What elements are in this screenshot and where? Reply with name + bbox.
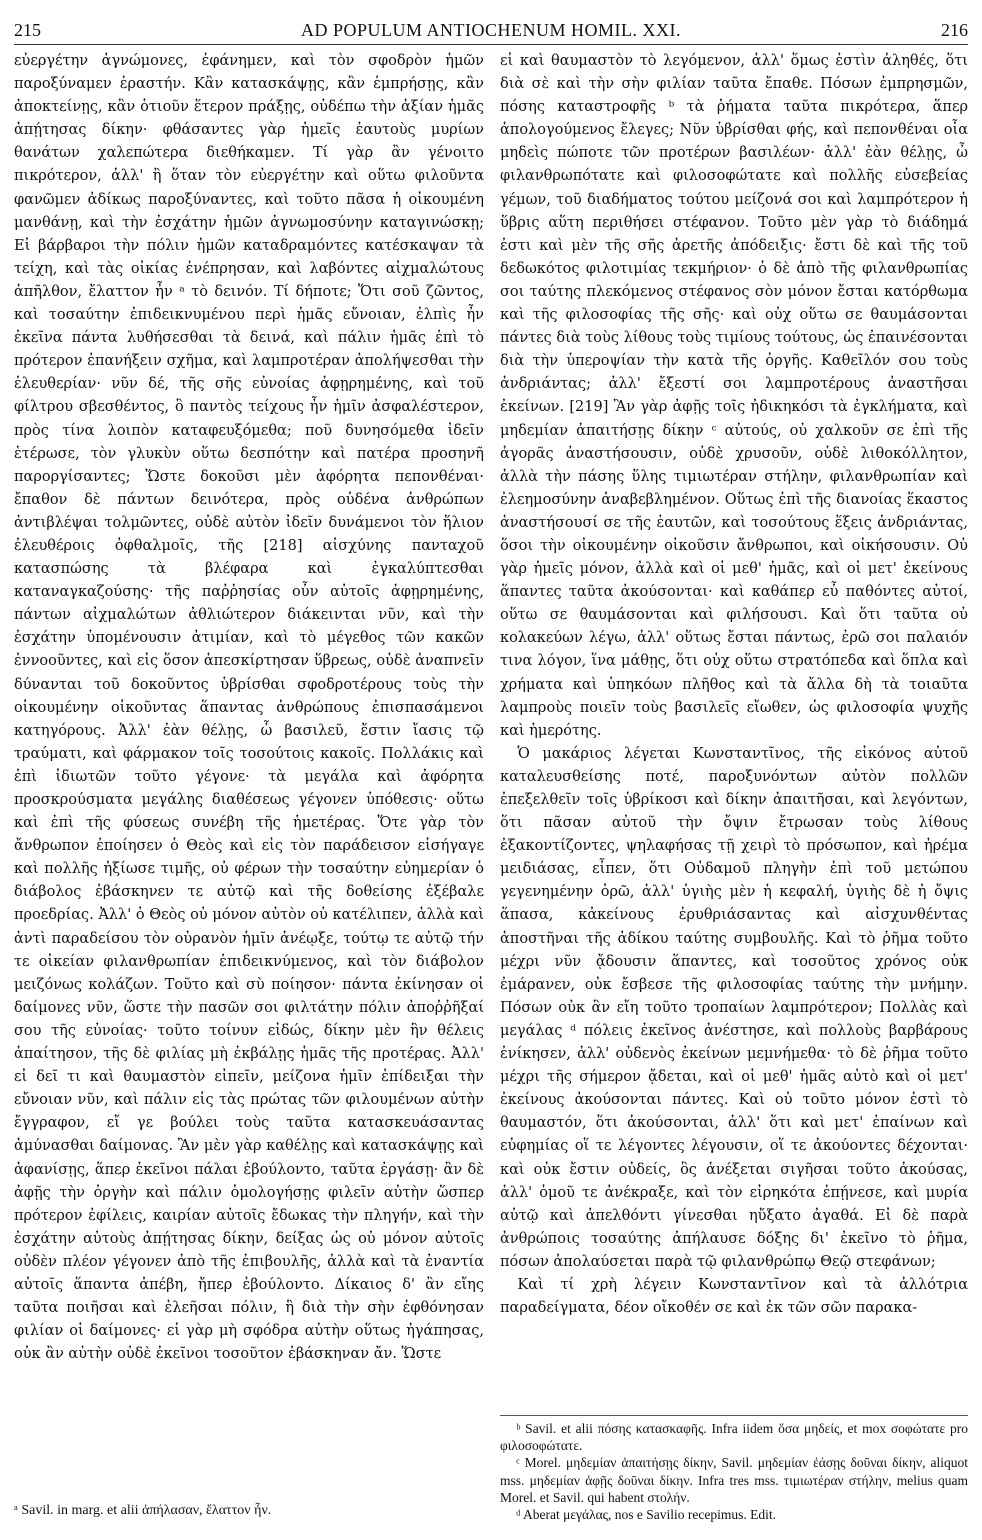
- footnote-c: ᶜ Morel. μηδεμίαν ἀπαιτήσῃς δίκην, Savil. μηδεμίαν ἐάσῃς δοῦναι δίκην, aliquot mss. μηδεμίαν ἀφῇς δοῦναι δίκην. Infra tres mss. τιμιωτέραν στήλην, melius quam Morel. et Savil. qui habent στολήν.: [500, 1455, 968, 1505]
- left-paragraph: εὐεργέτην ἀγνώμονες, ἐφάνημεν, καὶ τὸν σφοδρὸν ἡμῶν παροξύναμεν ἐραστήν. Κἂν κατασκάψῃς, κἂν ἐμπρήσῃς, κἂν ἀποκτείνῃς, κἂν ὁτιοῦν ἕτερον πράξῃς, οὐδέπω τὴν ἀξίαν ἡμᾶς ἀπῄτησας δίκην· φθάσαντες γὰρ ἡμεῖς ἑαυτοὺς μυρίων θανάτων χαλεπώτερα διεθήκαμεν. Τί γὰρ ἂν γένοιτο πικρότερον, ἀλλ' ἢ ὅταν τὸν εὐεργέτην καὶ οὕτω φιλοῦντα φανῶμεν ἀδίκως παροξύναντες, καὶ τοῦτο πᾶσα ἡ οἰκουμένη μανθάνῃ, καὶ τὴν ἐσχάτην ἡμῶν ἀγνωμοσύνην καταγινώσκῃ; Εἰ βάρβαροι τὴν πόλιν ἡμῶν καταδραμόντες κατέσκαψαν τὰ τείχη, καὶ τὰς οἰκίας ἐνέπρησαν, καὶ λαβόντες αἰχμαλώτους ἀπῆλθον, ἔλαττον ἦν ᵃ τὸ δεινόν. Τί δήποτε; Ὅτι σοῦ ζῶντος, καὶ τοσαύτην ἐπιδεικνυμένου περὶ ἡμᾶς εὔνοιαν, ἐλπὶς ἦν ἐκεῖνα πάντα λυθήσεσθαι τὰ δεινά, καὶ πάλιν ἡμᾶς ἐπὶ τὸ πρότερον ἐπανήξειν σχῆμα, καὶ λαμπροτέραν ἀπολήψεσθαι τὴν ἐλευθερίαν· νῦν δέ, τῆς σῆς εὐνοίας ἀφῃρημένης, καὶ τοῦ φίλτρου σβεσθέντος, ὃ παντὸς τείχους ἦν ἡμῖν ἀσφαλέστερον, πρὸς τίνα λοιπὸν καταφευξόμεθα; ποῦ δυνησόμεθα ἰδεῖν ἑτέρωσε, τὸν γλυκὺν οὕτω δεσπότην καὶ πατέρα προσηνῆ παροργίσαντες; Ὥστε δοκοῦσι μὲν ἀφόρητα πεπονθέναι· ἔπαθον δὲ πάντων δεινότερα, πρὸς οὐδένα ἀνθρώπων ἀντιβλέψαι τολμῶντες, οὐδὲ αὐτὸν ἰδεῖν δυνάμενοι τὸν ἥλιον ἐλευθέροις ὀφθαλμοῖς, τῆς [218] αἰσχύνης πανταχοῦ κατασπώσης τὰ βλέφαρα καὶ ἐγκαλύπτεσθαι καταναγκαζούσης· τῆς παῤῥησίας οὖν αὐτοῖς ἀφῃρημένης, πάντων αἰχμαλώτων ἀθλιώτερον διάκεινται νῦν, καὶ τὴν ἐσχάτην ὑπομένουσιν ἀτιμίαν, καὶ τὸ μέγεθος τῶν κακῶν ἐννοοῦντες, καὶ εἰς ὅσον ἀπεσκίρτησαν ὕβρεως, οὐδὲ ἀναπνεῖν δύνανται τοῦ δοκοῦντος ὑβρίσθαι σφοδροτέρους τοὺς τὴν οἰκουμένην οἰκοῦντας ἅπαντας ἀνθρώπους ἐπισπασάμενοι κατηγόρους. Ἀλλ' ἐὰν θέλῃς, ὦ βασιλεῦ, ἔστιν ἴασις τῷ τραύματι, καὶ φάρμακον τοῖς τοσούτοις κακοῖς. Πολλάκις καὶ ἐπὶ ἰδιωτῶν τοῦτο γέγονε· τὰ μεγάλα καὶ ἀφόρητα προσκρούσματα μεγάλης διαθέσεως γέγονεν ὑπόθεσις· οὕτω καὶ ἐπὶ τῆς φύσεως συνέβη τῆς ἡμετέρας. Ὅτε γὰρ τὸν ἄνθρωπον ἐποίησεν ὁ Θεὸς καὶ εἰς τὸν παράδεισον εἰσήγαγε καὶ πολλῆς ἠξίωσε τιμῆς, οὐ φέρων τὴν τοσαύτην εὐημερίαν ὁ διάβολος ἐβάσκηνεν τε αὐτῷ καὶ τῆς δοθείσης ἐξέβαλε προεδρίας. Ἀλλ' ὁ Θεὸς οὐ μόνον αὐτὸν οὐ κατέλιπεν, ἀλλὰ καὶ ἀντὶ παραδείσου τὸν οὐρανὸν ἡμῖν ἀνέῳξε, τούτῳ τε αὐτῷ τήν τε οἰκείαν φιλανθρωπίαν ἐπιδεικνύμενος, καὶ τὸν διάβολον μειζόνως κολάζων. Τοῦτο καὶ σὺ ποίησον· πάντα ἐκίνησαν οἱ δαίμονες νῦν, ὥστε τὴν πασῶν σοι φιλτάτην πόλιν ἀποῤῥῆξαί σου τῆς εὐνοίας· τοῦτο τοίνυν εἰδώς, δίκην μὲν ἣν θέλεις ἀπαίτησον, τῆς δὲ φιλίας μὴ ἐκβάλῃς ἡμᾶς τῆς προτέρας. Ἀλλ' εἰ δεῖ τι καὶ θαυμαστὸν εἰπεῖν, μείζονα ἡμῖν ἐπίδειξαι τὴν εὔνοιαν νῦν, καὶ πάλιν εἰς τὰς πρώτας τῶν φιλουμένων αὐτὴν ἔγγραφον, εἴ γε βούλει τοὺς ταῦτα κατασκευάσαντας ἀμύνασθαι δαίμονας. Ἂν μὲν γὰρ καθέλῃς καὶ κατασκάψῃς καὶ ἀφανίσῃς, ἅπερ ἐκεῖνοι πάλαι ἐβούλοντο, ταῦτα ἐργάσῃ· ἂν δὲ ἀφῇς τὴν ὀργὴν καὶ πάλιν ὁμολογήσῃς φιλεῖν αὐτὴν ὥσπερ πρότερον ἐφίλεις, καιρίαν αὐτοῖς ἔδωκας τὴν πληγήν, καὶ τὴν ἐσχάτην αὐτοὺς ἀπῄτησας δίκην, δείξας ὡς οὐ μόνον αὐτοῖς οὐδὲν πλέον γέγονεν ἀπὸ τῆς ἐπιβουλῆς, ἀλλὰ καὶ τὰ ἐναντία αὐτοῖς ἅπαντα ἀπέβη, ἤπερ ἐβούλοντο. Δίκαιος δ' ἂν εἴης ταῦτα ποιῆσαι καὶ ἐλεῆσαι πόλιν, ἣ διὰ τὴν σὴν ἐφθόνησαν φιλίαν οἱ δαίμονες· εἰ γὰρ μὴ σφόδρα αὐτὴν οὕτως ἠγάπησας, οὐκ ἂν αὐτὴν οὐδὲ ἐκεῖνοι τοσοῦτον ἐβάσκηναν ἄν. Ὥστε: [14, 53, 484, 1363]
- footnote-left: [14, 1502, 484, 1520]
- right-column: [500, 50, 968, 1320]
- right-paragraph-3: Καὶ τί χρὴ λέγειν Κωνσταντῖνον καὶ τὰ ἀλλότρια παραδείγματα, δέον οἴκοθέν σε καὶ ἐκ τῶν σῶν παρακα-: [500, 1276, 968, 1317]
- left-column: [14, 50, 484, 1366]
- right-paragraph-2: Ὁ μακάριος λέγεται Κωνσταντῖνος, τῆς εἰκόνος αὐτοῦ καταλευσθείσης ποτέ, παροξυνόντων αὐτὸν πολλῶν ἐπεξελθεῖν τοῖς ὑβρίκοσι καὶ δίκην ἀπαιτῆσαι, καὶ λεγόντων, ὅτι πᾶσαν αὐτοῦ τὴν ὄψιν ἔτρωσαν τοὺς λίθους ἐξακοντίζοντες, ψηλαφήσας τῇ χειρὶ τὸ πρόσωπον, καὶ ἠρέμα μειδιάσας, εἶπεν, ὅτι Οὐδαμοῦ πληγὴν ἐπὶ τοῦ μετώπου γεγενημένην ὁρῶ, ἀλλ' ὑγιὴς μὲν ἡ κεφαλή, ὑγιὴς δὲ ἡ ὄψις ἅπασα, κἀκείνους ἐρυθριάσαντας καὶ αἰσχυνθέντας ἀποστῆναι τῆς ἀδίκου ταύτης συμβουλῆς. Καὶ τὸ ῥῆμα τοῦτο μέχρι νῦν ᾄδουσιν ἅπαντες, καὶ τοσοῦτος χρόνος οὐκ ἐμάρανεν, οὐκ ἔσβεσε τῆς φιλοσοφίας ταύτης τὴν μνήμην. Πόσων οὐκ ἂν εἴη τοῦτο τροπαίων λαμπρότερον; Πολλὰς καὶ μεγάλας ᵈ πόλεις ἐκεῖνος ἀνέστησε, καὶ πολλοὺς βαρβάρους ἐνίκησεν, ἀλλ' οὐδενὸς ἐκείνων μεμνήμεθα· τὸ δὲ ῥῆμα τοῦτο μέχρι τῆς σήμερον ᾄδεται, καὶ οἱ μεθ' ἡμᾶς αὐτὸ καὶ οἱ μετ' ἐκείνους ἀκούσονται πάντες. Καὶ οὐ τοῦτο μόνον ἐστὶ τὸ θαυμαστόν, ὅτι ἀκούσονται, ἀλλ' ὅτι καὶ μετ' ἐπαίνων καὶ εὐφημίας οἵ τε λέγοντες λέγουσιν, οἵ τε ἀκούοντες δέχονται· καὶ οὐκ ἔστιν οὐδείς, ὃς ἀνέξεται σιγῆσαι τοῦτο ἀκούσας, ἀλλ' ὁμοῦ τε ἀνέκραξε, καὶ τὸν εἰρηκότα ἐπῄνεσε, καὶ μυρία αὐτῷ καὶ ἀπελθόντι γίνεσθαι ηὔξατο ἀγαθά. Εἰ δὲ παρὰ ἀνθρώποις τοσαύτης ἀπήλαυσε δόξης δι' ἐκεῖνο τὸ ῥῆμα, πόσων ἀπολαύσεται παρὰ τῷ φιλανθρώπῳ Θεῷ στεφάνων;: [500, 745, 968, 1270]
- right-paragraph-1: εἰ καὶ θαυμαστὸν τὸ λεγόμενον, ἀλλ' ὅμως ἐστὶν ἀληθές, ὅτι διὰ σὲ καὶ τὴν σὴν φιλίαν ταῦτα ἔπαθε. Πόσων ἐμπρησμῶν, πόσης καταστροφῆς ᵇ τὰ ῥήματα ταῦτα πικρότερα, ἅπερ ἀπολογούμενος ἔλεγες; Νῦν ὑβρίσθαι φής, καὶ πεπονθέναι οἷα μηδεὶς πώποτε τῶν προτέρων βασιλέων· ἀλλ' ἐὰν θέλῃς, ὦ φιλανθρωπότατε καὶ φιλοσοφώτατε καὶ πολλῆς εὐσεβείας γέμων, τοῦ διαδήματος τούτου μείζονά σοι καὶ λαμπρότερον ἡ ὕβρις αὕτη περιθήσει στέφανον. Τοῦτο μὲν γὰρ τὸ διάδημά ἐστι καὶ μὲν τῆς σῆς ἀρετῆς ἀπόδειξις· ἔστι δὲ καὶ τῆς τοῦ δεδωκότος φιλοτιμίας τεκμήριον· ὁ δὲ ἀπὸ τῆς φιλανθρωπίας σοι ταύτης πλεκόμενος στέφανος σὸν μόνον ἔσται κατόρθωμα καὶ τῆς φιλοσοφίας τῆς σῆς· καὶ οὐχ οὕτω σε θαυμάσονται πάντες διὰ τοὺς λίθους τοὺς τιμίους τούτους, ὡς ἐπαινέσονται διὰ τὴν ὑπεροψίαν τὴν κατὰ τῆς ὀργῆς. Καθεῖλόν σου τοὺς ἀνδριάντας; ἀλλ' ἔξεστί σοι λαμπροτέρους ἀναστῆσαι ἐκείνων. [219] Ἂν γὰρ ἀφῇς τοῖς ἠδικηκόσι τὰ ἐγκλήματα, καὶ μηδεμίαν ἀπαιτήσῃς δίκην ᶜ αὐτούς, οὐ χαλκοῦν σε ἐπὶ τῆς ἀγορᾶς ἀναστήσουσιν, οὐδὲ χρυσοῦν, οὐδὲ λιθοκόλλητον, ἀλλὰ τὴν πάσης ὕλης τιμιωτέραν στήλην, φιλανθρωπίαν καὶ ἐλεημοσύνην ἀναβεβλημένον. Οὕτως ἐπὶ τῆς διανοίας ἕκαστος ἀναστήσουσί σε τῆς ἑαυτῶν, καὶ τοσούτους ἕξεις ἀνδριάντας, ὅσοι τὴν οἰκουμένην οἰκοῦσιν ἄνθρωποι, καὶ οἰκήσουσιν. Οὐ γὰρ ἡμεῖς μόνον, ἀλλὰ καὶ οἱ μεθ' ἡμᾶς, καὶ οἱ μετ' ἐκείνους ἅπαντες ταῦτα ἀκούσονται· καὶ καθάπερ εὖ παθόντες αὐτοί, οὕτω σε θαυμάσονται καὶ φιλήσουσι. Καὶ ὅτι ταῦτα οὐ κολακεύων λέγω, ἀλλ' οὕτως ἔσται πάντως, ἐρῶ σοι παλαιόν τινα λόγον, ἵνα μάθῃς, ὅτι οὐχ οὕτω στρατόπεδα καὶ ὅπλα καὶ χρήματα καὶ ὑπηκόων πλῆθος καὶ τὰ ἄλλα δὴ τὰ τοιαῦτα λαμπροὺς ποιεῖν τοὺς βασιλεῖς εἴωθεν, ὡς φιλοσοφία ψυχῆς καὶ ἡμερότης.: [500, 53, 968, 739]
- footnotes-right: [500, 1415, 968, 1523]
- running-title: AD POPULUM ANTIOCHENUM HOMIL. XXI.: [301, 20, 681, 40]
- footnote-a: ᵃ Savil. in marg. et alii ἀπήλασαν, ἔλαττον ἦν.: [14, 1503, 272, 1518]
- footnote-b: ᵇ Savil. et alii πόσης κατασκαφῆς. Infra iidem ὅσα μηδείς, et mox σοφώτατε pro φιλοσοφώτατε.: [500, 1421, 968, 1454]
- page-number-right: 216: [941, 20, 968, 40]
- page-number-left: 215: [14, 20, 41, 40]
- footnote-d: ᵈ Aberat μεγάλας, nos e Savilio recepimus. Edit.: [516, 1507, 777, 1523]
- running-header: [14, 6, 968, 40]
- header-rule: [14, 44, 968, 45]
